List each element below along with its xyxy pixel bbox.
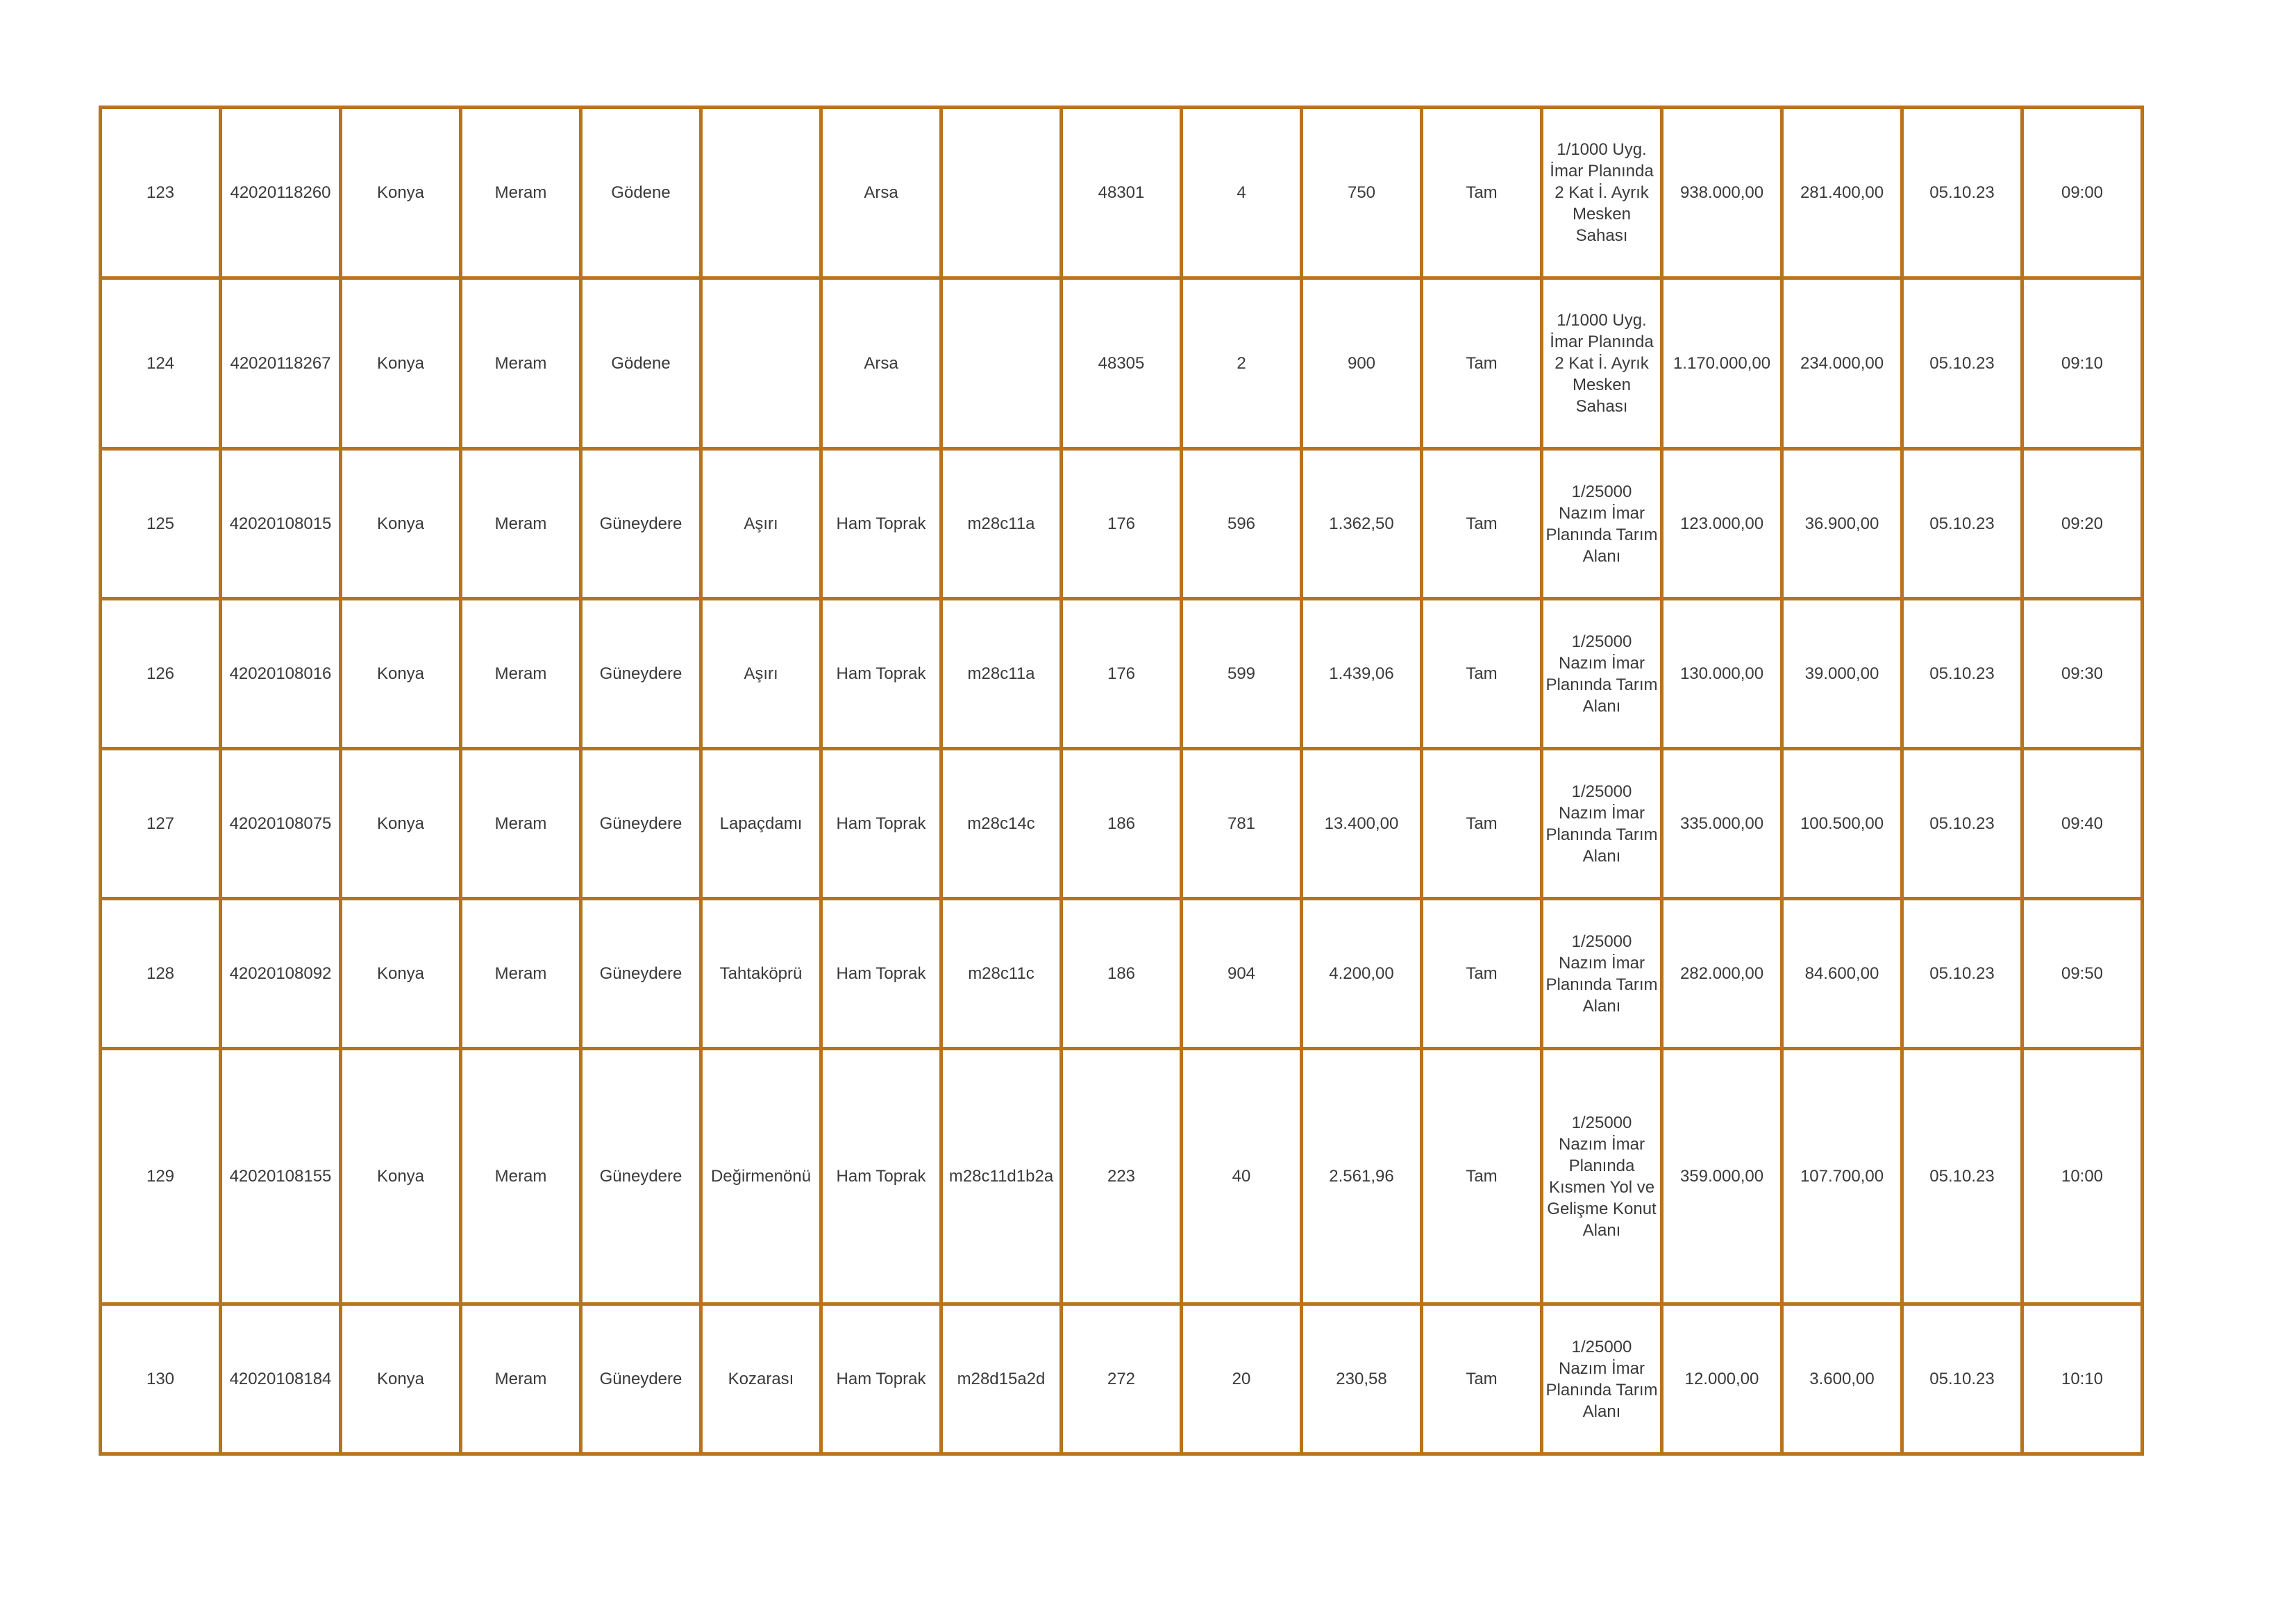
cell-share: Tam	[1422, 449, 1542, 599]
cell-parcel-code: 42020118267	[221, 278, 341, 449]
cell-district: Meram	[461, 278, 581, 449]
cell-parcel-code: 42020108016	[221, 599, 341, 749]
cell-estimated-value: 335.000,00	[1662, 749, 1782, 899]
cell-neighborhood: Güneydere	[581, 1304, 701, 1454]
cell-property-type: Ham Toprak	[821, 749, 941, 899]
cell-parcel-code: 42020108092	[221, 899, 341, 1049]
cell-share: Tam	[1422, 1049, 1542, 1304]
cell-zoning-status: 1/1000 Uyg. İmar Planında 2 Kat İ. Ayrık Mesken Sahası	[1542, 108, 1662, 278]
cell-sheet-number: m28c14c	[941, 749, 1062, 899]
cell-district: Meram	[461, 1304, 581, 1454]
cell-zoning-status: 1/25000 Nazım İmar Planında Tarım Alanı	[1542, 599, 1662, 749]
cell-parcel-number: 4	[1182, 108, 1302, 278]
cell-auction-date: 05.10.23	[1902, 749, 2022, 899]
cell-province: Konya	[341, 899, 461, 1049]
cell-parcel-number: 20	[1182, 1304, 1302, 1454]
cell-row-number: 126	[101, 599, 221, 749]
cell-neighborhood: Güneydere	[581, 899, 701, 1049]
cell-area: 1.362,50	[1302, 449, 1422, 599]
cell-province: Konya	[341, 599, 461, 749]
cell-parcel-code: 42020108184	[221, 1304, 341, 1454]
cell-parcel-code: 42020108015	[221, 449, 341, 599]
table-row	[101, 108, 2143, 278]
cell-auction-date: 05.10.23	[1902, 599, 2022, 749]
cell-district: Meram	[461, 108, 581, 278]
cell-district: Meram	[461, 599, 581, 749]
cell-deposit-amount: 39.000,00	[1782, 599, 1902, 749]
cell-province: Konya	[341, 108, 461, 278]
cell-zoning-status: 1/25000 Nazım İmar Planında Tarım Alanı	[1542, 749, 1662, 899]
cell-row-number: 127	[101, 749, 221, 899]
cell-auction-date: 05.10.23	[1902, 899, 2022, 1049]
cell-province: Konya	[341, 1304, 461, 1454]
cell-area: 2.561,96	[1302, 1049, 1422, 1304]
table-row	[101, 1049, 2143, 1304]
cell-deposit-amount: 281.400,00	[1782, 108, 1902, 278]
cell-locality: Lapaçdamı	[701, 749, 821, 899]
cell-sheet-number	[941, 108, 1062, 278]
cell-auction-time: 10:00	[2022, 1049, 2143, 1304]
cell-row-number: 124	[101, 278, 221, 449]
cell-zoning-status: 1/1000 Uyg. İmar Planında 2 Kat İ. Ayrık Mesken Sahası	[1542, 278, 1662, 449]
cell-auction-time: 09:40	[2022, 749, 2143, 899]
cell-deposit-amount: 234.000,00	[1782, 278, 1902, 449]
cell-block-number: 176	[1062, 449, 1182, 599]
cell-deposit-amount: 36.900,00	[1782, 449, 1902, 599]
cell-share: Tam	[1422, 278, 1542, 449]
cell-row-number: 130	[101, 1304, 221, 1454]
cell-block-number: 48301	[1062, 108, 1182, 278]
cell-auction-time: 10:10	[2022, 1304, 2143, 1454]
cell-locality: Tahtaköprü	[701, 899, 821, 1049]
cell-zoning-status: 1/25000 Nazım İmar Planında Tarım Alanı	[1542, 449, 1662, 599]
cell-property-type: Ham Toprak	[821, 449, 941, 599]
cell-block-number: 272	[1062, 1304, 1182, 1454]
cell-estimated-value: 130.000,00	[1662, 599, 1782, 749]
cell-sheet-number: m28c11c	[941, 899, 1062, 1049]
cell-block-number: 186	[1062, 749, 1182, 899]
table-row	[101, 449, 2143, 599]
cell-block-number: 176	[1062, 599, 1182, 749]
cell-property-type: Ham Toprak	[821, 1304, 941, 1454]
cell-share: Tam	[1422, 749, 1542, 899]
cell-deposit-amount: 3.600,00	[1782, 1304, 1902, 1454]
cell-estimated-value: 938.000,00	[1662, 108, 1782, 278]
cell-parcel-number: 596	[1182, 449, 1302, 599]
table-row	[101, 1304, 2143, 1454]
cell-block-number: 48305	[1062, 278, 1182, 449]
cell-sheet-number: m28c11a	[941, 599, 1062, 749]
cell-locality	[701, 278, 821, 449]
cell-auction-time: 09:30	[2022, 599, 2143, 749]
cell-parcel-code: 42020108155	[221, 1049, 341, 1304]
cell-sheet-number	[941, 278, 1062, 449]
cell-area: 4.200,00	[1302, 899, 1422, 1049]
cell-province: Konya	[341, 449, 461, 599]
cell-province: Konya	[341, 749, 461, 899]
cell-parcel-number: 2	[1182, 278, 1302, 449]
cell-sheet-number: m28c11d1b2a	[941, 1049, 1062, 1304]
cell-parcel-number: 781	[1182, 749, 1302, 899]
table-row	[101, 899, 2143, 1049]
cell-auction-time: 09:20	[2022, 449, 2143, 599]
cell-property-type: Ham Toprak	[821, 1049, 941, 1304]
cell-auction-date: 05.10.23	[1902, 1049, 2022, 1304]
cell-locality: Kozarası	[701, 1304, 821, 1454]
cell-share: Tam	[1422, 599, 1542, 749]
cell-district: Meram	[461, 899, 581, 1049]
table-row	[101, 278, 2143, 449]
cell-sheet-number: m28c11a	[941, 449, 1062, 599]
cell-property-type: Ham Toprak	[821, 599, 941, 749]
cell-neighborhood: Güneydere	[581, 599, 701, 749]
cell-row-number: 129	[101, 1049, 221, 1304]
cell-share: Tam	[1422, 1304, 1542, 1454]
cell-deposit-amount: 100.500,00	[1782, 749, 1902, 899]
cell-estimated-value: 123.000,00	[1662, 449, 1782, 599]
cell-parcel-number: 40	[1182, 1049, 1302, 1304]
cell-row-number: 128	[101, 899, 221, 1049]
cell-block-number: 223	[1062, 1049, 1182, 1304]
cell-row-number: 123	[101, 108, 221, 278]
cell-area: 1.439,06	[1302, 599, 1422, 749]
cell-auction-time: 09:00	[2022, 108, 2143, 278]
cell-auction-date: 05.10.23	[1902, 108, 2022, 278]
cell-deposit-amount: 107.700,00	[1782, 1049, 1902, 1304]
cell-property-type: Arsa	[821, 108, 941, 278]
cell-area: 13.400,00	[1302, 749, 1422, 899]
cell-locality: Aşırı	[701, 599, 821, 749]
cell-district: Meram	[461, 749, 581, 899]
cell-deposit-amount: 84.600,00	[1782, 899, 1902, 1049]
cell-estimated-value: 1.170.000,00	[1662, 278, 1782, 449]
cell-neighborhood: Güneydere	[581, 1049, 701, 1304]
cell-parcel-number: 904	[1182, 899, 1302, 1049]
cell-neighborhood: Güneydere	[581, 749, 701, 899]
cell-locality	[701, 108, 821, 278]
cell-district: Meram	[461, 1049, 581, 1304]
table-body	[101, 108, 2143, 1454]
cell-locality: Aşırı	[701, 449, 821, 599]
cell-parcel-code: 42020118260	[221, 108, 341, 278]
cell-area: 900	[1302, 278, 1422, 449]
cell-area: 230,58	[1302, 1304, 1422, 1454]
cell-sheet-number: m28d15a2d	[941, 1304, 1062, 1454]
cell-area: 750	[1302, 108, 1422, 278]
cell-auction-date: 05.10.23	[1902, 1304, 2022, 1454]
cell-neighborhood: Gödene	[581, 278, 701, 449]
table-row	[101, 749, 2143, 899]
cell-property-type: Arsa	[821, 278, 941, 449]
cell-zoning-status: 1/25000 Nazım İmar Planında Tarım Alanı	[1542, 1304, 1662, 1454]
cell-auction-time: 09:50	[2022, 899, 2143, 1049]
cell-parcel-code: 42020108075	[221, 749, 341, 899]
cell-auction-date: 05.10.23	[1902, 278, 2022, 449]
cell-province: Konya	[341, 1049, 461, 1304]
cell-share: Tam	[1422, 899, 1542, 1049]
cell-district: Meram	[461, 449, 581, 599]
table-row	[101, 599, 2143, 749]
cell-property-type: Ham Toprak	[821, 899, 941, 1049]
cell-estimated-value: 359.000,00	[1662, 1049, 1782, 1304]
cell-parcel-number: 599	[1182, 599, 1302, 749]
cell-province: Konya	[341, 278, 461, 449]
cell-estimated-value: 282.000,00	[1662, 899, 1782, 1049]
cell-zoning-status: 1/25000 Nazım İmar Planında Tarım Alanı	[1542, 899, 1662, 1049]
cell-locality: Değirmenönü	[701, 1049, 821, 1304]
cell-neighborhood: Gödene	[581, 108, 701, 278]
cell-estimated-value: 12.000,00	[1662, 1304, 1782, 1454]
cell-auction-date: 05.10.23	[1902, 449, 2022, 599]
cell-auction-time: 09:10	[2022, 278, 2143, 449]
auction-listing-table	[99, 106, 2144, 1456]
cell-neighborhood: Güneydere	[581, 449, 701, 599]
cell-share: Tam	[1422, 108, 1542, 278]
cell-block-number: 186	[1062, 899, 1182, 1049]
cell-zoning-status: 1/25000 Nazım İmar Planında Kısmen Yol ve Gelişme Konut Alanı	[1542, 1049, 1662, 1304]
cell-row-number: 125	[101, 449, 221, 599]
